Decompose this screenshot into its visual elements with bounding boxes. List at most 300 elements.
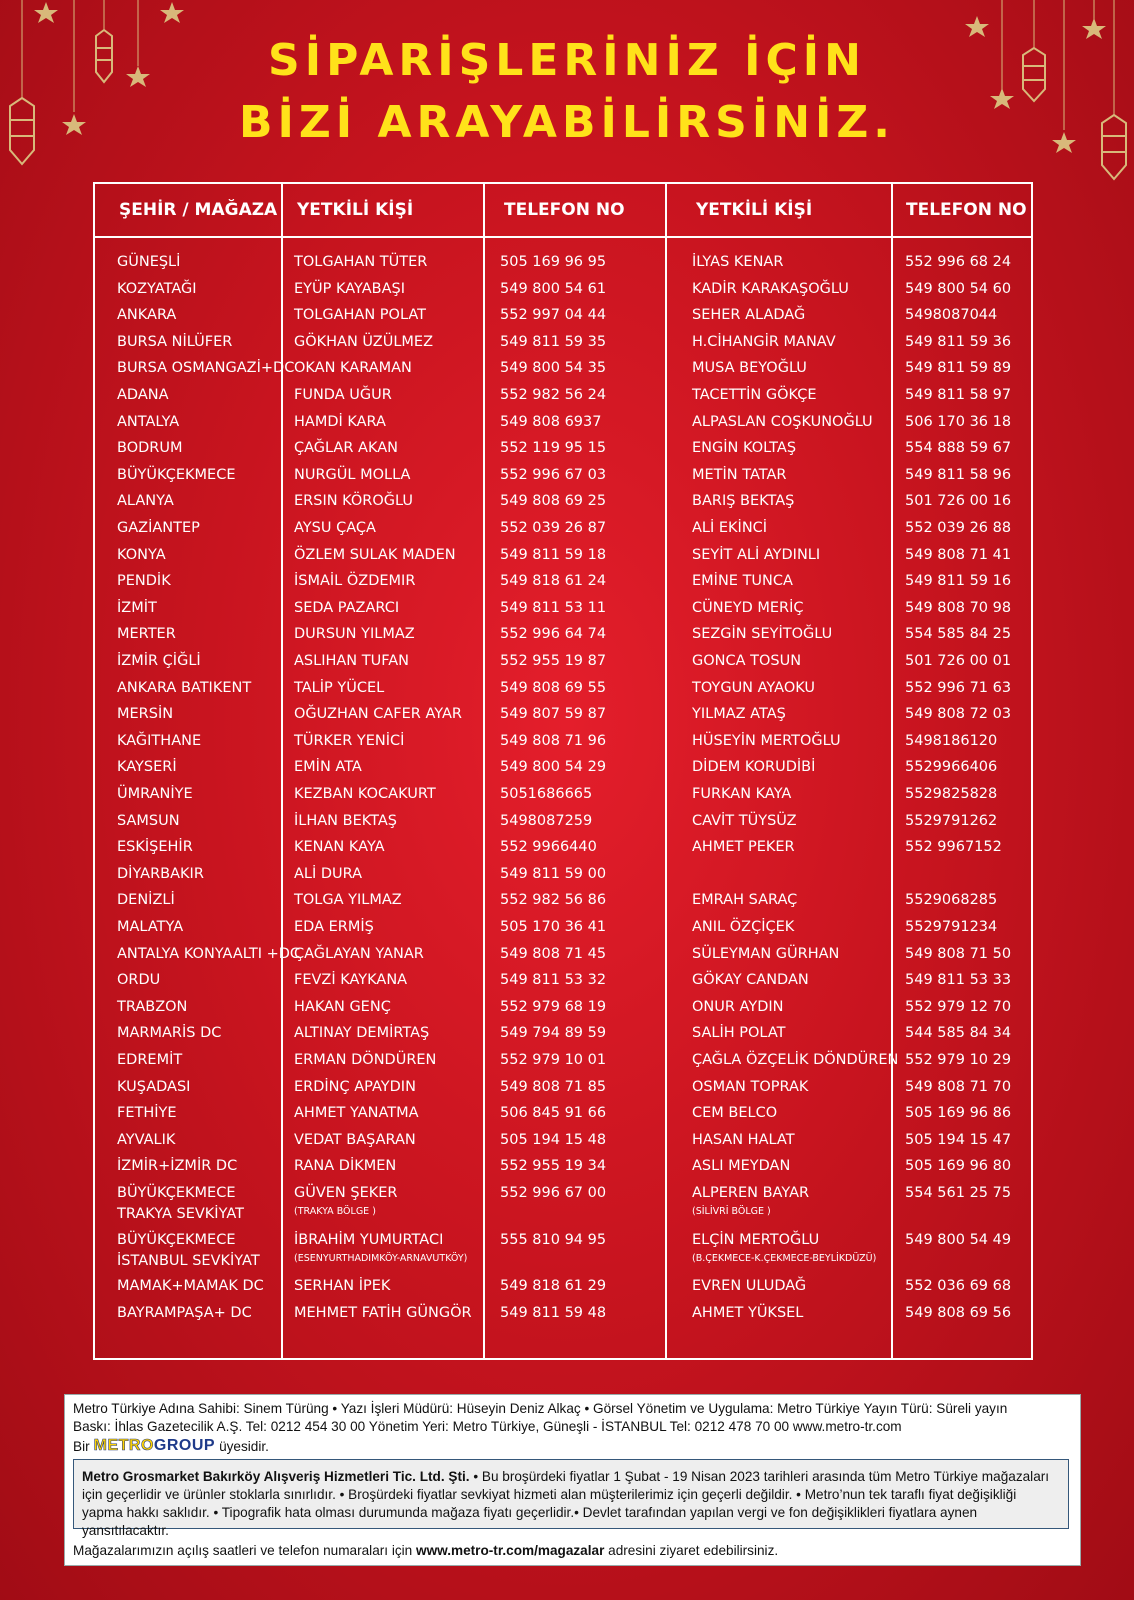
- headline: [0, 30, 1134, 154]
- person-1-cell-text: GÜVEN ŞEKER: [294, 1185, 398, 1201]
- person-2-cell: [692, 784, 791, 805]
- phone-2-cell: [905, 970, 1011, 991]
- person-2-cell-text: SÜLEYMAN GÜRHAN: [692, 945, 840, 962]
- person-1-cell-text: NURGÜL MOLLA: [294, 466, 411, 483]
- person-2-cell: [692, 1050, 898, 1071]
- person-1-cell-text: MEHMET FATİH GÜNGÖR: [294, 1304, 472, 1321]
- person-2-cell-text: ALİ EKİNCİ: [692, 520, 768, 536]
- person-2-cell: [692, 944, 839, 965]
- phone-2-cell: [905, 784, 997, 805]
- phone-2-cell-text: 549 800 54 49: [905, 1231, 1012, 1248]
- person-2-cell-text: MUSA BEYOĞLU: [692, 360, 807, 377]
- phone-2-cell: [905, 1130, 1011, 1151]
- person-2-cell: [692, 651, 801, 672]
- person-1-cell: [294, 252, 427, 273]
- person-2-cell: [692, 704, 786, 725]
- person-1-cell-text: SERHAN İPEK: [294, 1278, 391, 1295]
- person-1-cell-text: İBRAHİM YUMURTACI: [294, 1231, 444, 1248]
- city-cell: [117, 252, 180, 273]
- person-2-cell-text: ANIL ÖZÇİÇEK: [692, 919, 795, 935]
- person-1-cell: [294, 890, 402, 911]
- city-cell-text: BODRUM: [117, 440, 183, 457]
- phone-1-cell-text: 552 979 68 19: [500, 998, 607, 1015]
- phone-2-cell-text: 505 194 15 47: [905, 1131, 1012, 1148]
- phone-2-cell-text: 549 800 54 60: [905, 280, 1012, 297]
- phone-2-cell: [905, 358, 1011, 379]
- column-divider: [891, 184, 893, 1358]
- person-1-cell-text: ERMAN DÖNDÜREN: [294, 1052, 437, 1068]
- city-cell-line-2: TRAKYA SEVKİYAT: [117, 1206, 244, 1222]
- phone-1-cell: [500, 491, 606, 512]
- person-1-cell: [294, 491, 413, 512]
- person-1-cell: [294, 518, 376, 539]
- phone-1-cell-text: 552 955 19 87: [500, 653, 607, 669]
- phone-1-cell: [500, 624, 606, 645]
- phone-1-cell-text: 505 170 36 41: [500, 919, 607, 935]
- person-1-cell: [294, 1156, 396, 1177]
- city-cell: [117, 1023, 221, 1044]
- person-2-cell: [692, 757, 815, 778]
- store-info-prefix: Mağazalarımızın açılış saatleri ve telefon numaraları için: [73, 1543, 417, 1558]
- person-2-cell: [692, 1023, 785, 1044]
- city-cell: [117, 784, 193, 805]
- phone-1-cell-text: 549 794 89 59: [500, 1025, 607, 1042]
- phone-1-cell: [500, 545, 606, 566]
- city-cell: [117, 757, 177, 778]
- person-2-cell: [692, 1230, 876, 1266]
- person-1-cell-text: HAKAN GENÇ: [294, 998, 391, 1015]
- imprint-line-1: Metro Türkiye Adına Sahibi: Sinem Türüng • Yazı İşleri Müdürü: Hüseyin Deniz Alkaç • Görsel Yönetim ve Uygulama: Metro Türkiye Yayın Türü: Süreli yayın: [73, 1401, 1008, 1416]
- phone-1-cell-text: 505 194 15 48: [500, 1131, 607, 1148]
- region-note: (SİLİVRİ BÖLGE ): [692, 1206, 771, 1217]
- person-2-cell-text: GONCA TOSUN: [692, 653, 802, 669]
- person-2-cell: [692, 678, 815, 699]
- column-divider: [665, 184, 667, 1358]
- city-cell-text: ÜMRANİYE: [117, 786, 193, 802]
- person-2-cell: [692, 412, 873, 433]
- person-1-cell-text: AYSU ÇAÇA: [294, 520, 376, 536]
- city-cell: [117, 598, 157, 619]
- person-1-cell-text: ÇAĞLAYAN YANAR: [294, 945, 424, 962]
- phone-2-cell: [905, 598, 1011, 619]
- phone-1-cell-text: 552 996 67 00: [500, 1185, 607, 1201]
- phone-1-cell: [500, 811, 592, 832]
- city-cell-text: DİYARBAKIR: [117, 865, 204, 882]
- group-logo-word: GROUP: [153, 1437, 216, 1454]
- person-1-cell: [294, 465, 410, 486]
- phone-1-cell: [500, 571, 606, 592]
- city-cell-text: KONYA: [117, 546, 166, 563]
- person-2-cell-text: ONUR AYDIN: [692, 998, 784, 1015]
- person-1-cell-text: RANA DİKMEN: [294, 1158, 397, 1175]
- person-2-cell-text: HASAN HALAT: [692, 1131, 795, 1148]
- person-2-cell: [692, 305, 805, 326]
- person-1-cell-text: OĞUZHAN CAFER AYAR: [294, 706, 462, 723]
- city-cell: [117, 491, 174, 512]
- city-cell-text: GÜNEŞLİ: [117, 254, 181, 270]
- person-1-cell: [294, 704, 462, 725]
- phone-2-cell-text: 552 979 10 29: [905, 1052, 1012, 1068]
- person-1-cell: [294, 917, 374, 938]
- city-cell: [117, 1183, 244, 1225]
- person-2-cell: [692, 252, 783, 273]
- phone-1-cell-text: 552 982 56 24: [500, 387, 607, 403]
- imprint-line-3: [73, 1437, 269, 1455]
- person-1-cell-text: ERSIN KÖROĞLU: [294, 493, 413, 510]
- phone-1-cell-text: 549 800 54 29: [500, 759, 607, 776]
- phone-1-cell: [500, 731, 606, 752]
- phone-2-cell: [905, 412, 1011, 433]
- person-2-cell-text: FURKAN KAYA: [692, 786, 792, 802]
- phone-2-cell: [905, 757, 997, 778]
- person-1-cell-text: EDA ERMİŞ: [294, 919, 374, 935]
- phone-1-cell: [500, 651, 606, 672]
- person-2-cell: [692, 890, 797, 911]
- person-2-cell: [692, 491, 794, 512]
- phone-1-cell-text: 549 811 59 35: [500, 333, 607, 350]
- person-1-cell-text: TOLGAHAN TÜTER: [294, 254, 428, 270]
- phone-2-cell: [905, 890, 997, 911]
- city-cell: [117, 811, 180, 832]
- phone-1-cell: [500, 864, 606, 885]
- person-1-cell: [294, 1077, 416, 1098]
- phone-1-cell-text: 549 818 61 24: [500, 573, 607, 590]
- phone-1-cell: [500, 1230, 606, 1251]
- city-cell-text: ANTALYA KONYAALTI +DC: [117, 945, 301, 962]
- phone-2-cell: [905, 624, 1011, 645]
- phone-2-cell-text: 554 561 25 75: [905, 1185, 1012, 1201]
- phone-1-cell-text: 506 845 91 66: [500, 1105, 607, 1122]
- city-cell-text: MARMARİS DC: [117, 1025, 222, 1042]
- person-1-cell: [294, 678, 384, 699]
- city-cell-text: KOZYATAĞI: [117, 280, 197, 297]
- column-divider: [483, 184, 485, 1358]
- person-2-cell-text: H.CİHANGİR MANAV: [692, 333, 836, 350]
- phone-2-cell: [905, 1303, 1011, 1324]
- phone-1-cell: [500, 518, 606, 539]
- phone-2-cell-text: 552 039 26 88: [905, 520, 1012, 536]
- phone-2-cell-text: 554 888 59 67: [905, 440, 1012, 457]
- phone-2-cell: [905, 545, 1011, 566]
- person-1-cell: [294, 1023, 429, 1044]
- person-2-cell-text: İLYAS KENAR: [692, 254, 784, 270]
- phone-2-cell: [905, 1050, 1011, 1071]
- phone-1-cell: [500, 1303, 606, 1324]
- phone-2-cell: [905, 997, 1011, 1018]
- person-1-cell: [294, 545, 456, 566]
- city-cell: [117, 864, 204, 885]
- phone-1-cell: [500, 890, 606, 911]
- city-cell-text: ANTALYA: [117, 413, 180, 430]
- city-cell: [117, 518, 200, 539]
- phone-1-cell-text: 549 800 54 35: [500, 360, 607, 377]
- city-cell: [117, 837, 193, 858]
- phone-2-cell: [905, 678, 1011, 699]
- person-1-cell: [294, 811, 397, 832]
- city-cell-text: TRABZON: [117, 998, 188, 1015]
- person-2-cell-text: AHMET YÜKSEL: [692, 1304, 804, 1321]
- city-cell: [117, 1130, 175, 1151]
- city-cell-text: MERSİN: [117, 706, 174, 723]
- header-phone-1: TELEFON NO: [504, 200, 625, 220]
- city-cell: [117, 1050, 182, 1071]
- phone-2-cell: [905, 731, 997, 752]
- phone-1-cell: [500, 917, 606, 938]
- person-1-cell-text: ALİ DURA: [294, 865, 363, 882]
- phone-2-cell-text: 549 811 59 36: [905, 333, 1012, 350]
- person-2-cell: [692, 1103, 777, 1124]
- city-cell-line-2: İSTANBUL SEVKİYAT: [117, 1252, 260, 1269]
- person-1-cell: [294, 1130, 416, 1151]
- phone-2-cell: [905, 279, 1011, 300]
- person-2-cell: [692, 385, 817, 406]
- city-cell-text: ANKARA: [117, 307, 177, 324]
- person-2-cell-text: ELÇİN MERTOĞLU: [692, 1231, 820, 1248]
- person-2-cell-text: ALPASLAN COŞKUNOĞLU: [692, 413, 873, 430]
- city-cell-text: EDREMİT: [117, 1052, 183, 1068]
- person-2-cell: [692, 1303, 803, 1324]
- person-1-cell-text: İSMAİL ÖZDEMIR: [294, 573, 416, 590]
- person-2-cell-text: AHMET PEKER: [692, 839, 795, 856]
- city-cell: [117, 997, 187, 1018]
- phone-2-cell-text: 552 996 71 63: [905, 679, 1012, 696]
- phone-2-cell: [905, 917, 997, 938]
- headline-line-2: BİZİ ARAYABİLİRSİNİZ.: [238, 97, 896, 148]
- phone-2-cell: [905, 491, 1011, 512]
- city-cell: [117, 465, 236, 486]
- person-2-cell: [692, 837, 795, 858]
- person-2-cell: [692, 571, 793, 592]
- person-2-cell: [692, 1077, 808, 1098]
- person-1-cell: [294, 624, 415, 645]
- metro-logo-word: METRO: [93, 1437, 154, 1454]
- phone-1-cell-text: 549 818 61 29: [500, 1278, 607, 1295]
- person-2-cell: [692, 358, 807, 379]
- person-2-cell-text: ÇAĞLA ÖZÇELİK DÖNDÜREN: [692, 1052, 899, 1068]
- person-1-cell: [294, 997, 391, 1018]
- phone-2-cell: [905, 1023, 1011, 1044]
- person-2-cell: [692, 1183, 809, 1219]
- phone-1-cell: [500, 704, 606, 725]
- headline-line-1: SİPARİŞLERİNİZ İÇİN: [268, 35, 866, 86]
- city-cell: [117, 332, 232, 353]
- person-1-cell: [294, 651, 409, 672]
- region-note: (B.ÇEKMECE-K.ÇEKMECE-BEYLİKDÜZÜ): [692, 1252, 877, 1264]
- person-2-cell: [692, 518, 767, 539]
- person-2-cell: [692, 1156, 790, 1177]
- city-cell: [117, 1077, 190, 1098]
- phone-2-cell-text: 549 811 59 89: [905, 360, 1012, 377]
- phone-1-cell-text: 552 982 56 86: [500, 892, 607, 909]
- person-1-cell: [294, 598, 399, 619]
- person-2-cell: [692, 970, 809, 991]
- phone-2-cell-text: 549 808 71 70: [905, 1078, 1012, 1095]
- phone-2-cell-text: 5498186120: [905, 732, 998, 749]
- phone-2-cell-text: 552 996 68 24: [905, 254, 1012, 270]
- city-cell: [117, 678, 251, 699]
- phone-2-cell-text: 549 808 71 50: [905, 945, 1012, 962]
- phone-2-cell: [905, 1156, 1011, 1177]
- person-1-cell-text: HAMDİ KARA: [294, 413, 386, 430]
- phone-2-cell-text: 552 9967152: [905, 839, 1002, 856]
- person-2-cell-text: OSMAN TOPRAK: [692, 1078, 809, 1095]
- city-cell-text: MAMAK+MAMAK DC: [117, 1278, 264, 1295]
- city-cell-text: ORDU: [117, 972, 161, 989]
- phone-2-cell-text: 552 979 12 70: [905, 998, 1012, 1015]
- phone-1-cell: [500, 970, 606, 991]
- person-2-cell: [692, 545, 820, 566]
- city-cell: [117, 358, 294, 379]
- phone-1-cell: [500, 1276, 606, 1297]
- phone-2-cell: [905, 1183, 1011, 1204]
- phone-2-cell-text: 549 808 70 98: [905, 599, 1012, 616]
- person-1-cell: [294, 1050, 436, 1071]
- imprint-footer: [64, 1394, 1081, 1566]
- phone-2-cell-text: 549 808 71 41: [905, 546, 1012, 563]
- phone-1-cell-text: 555 810 94 95: [500, 1231, 607, 1248]
- legal-disclaimer: [73, 1459, 1069, 1538]
- phone-1-cell: [500, 997, 606, 1018]
- store-info-link[interactable]: www.metro-tr.com/magazalar: [416, 1543, 605, 1558]
- phone-1-cell-text: 552 039 26 87: [500, 520, 607, 536]
- phone-1-cell-text: 552 955 19 34: [500, 1158, 607, 1175]
- person-1-cell-text: AHMET YANATMA: [294, 1105, 419, 1122]
- phone-1-cell: [500, 385, 606, 406]
- city-cell: [117, 731, 201, 752]
- phone-1-cell: [500, 1023, 606, 1044]
- phone-2-cell-text: 549 811 59 16: [905, 573, 1012, 590]
- city-cell: [117, 385, 169, 406]
- city-cell-text: BÜYÜKÇEKMECE: [117, 1231, 236, 1248]
- person-2-cell-text: ENGİN KOLTAŞ: [692, 440, 797, 457]
- phone-2-cell-text: 5529791234: [905, 919, 998, 935]
- phone-2-cell-text: 549 811 53 33: [905, 972, 1012, 989]
- person-1-cell-text: FEVZİ KAYKANA: [294, 972, 408, 989]
- header-phone-2: TELEFON NO: [906, 200, 1027, 220]
- phone-1-cell-text: 549 808 71 45: [500, 945, 607, 962]
- phone-2-cell: [905, 1230, 1011, 1251]
- phone-1-cell-text: 549 811 59 48: [500, 1304, 607, 1321]
- phone-2-cell: [905, 944, 1011, 965]
- person-1-cell-text: ERDİNÇ APAYDIN: [294, 1078, 416, 1095]
- phone-1-cell-text: 549 811 59 18: [500, 546, 607, 563]
- header-person-2: YETKİLİ KİŞİ: [696, 200, 813, 220]
- phone-2-cell-text: 505 169 96 86: [905, 1105, 1012, 1122]
- metro-group-logo: [94, 1437, 215, 1455]
- city-cell-text: BURSA OSMANGAZİ+DC: [117, 360, 295, 377]
- city-cell: [117, 1230, 260, 1272]
- imprint-prefix: Bir: [73, 1438, 90, 1454]
- phone-2-cell-text: 549 808 69 56: [905, 1304, 1012, 1321]
- phone-1-cell-text: 549 811 59 00: [500, 865, 607, 882]
- city-cell: [117, 704, 173, 725]
- phone-2-cell-text: 506 170 36 18: [905, 413, 1012, 430]
- city-cell-text: ALANYA: [117, 493, 174, 510]
- phone-1-cell: [500, 438, 606, 459]
- person-2-cell-text: TOYGUN AYAOKU: [692, 679, 815, 696]
- city-cell: [117, 279, 197, 300]
- phone-1-cell-text: 549 808 71 85: [500, 1078, 607, 1095]
- person-1-cell-text: KEZBAN KOCAKURT: [294, 786, 436, 802]
- city-cell: [117, 1276, 264, 1297]
- person-2-cell-text: SEYİT ALİ AYDINLI: [692, 546, 821, 563]
- person-2-cell-text: CAVİT TÜYSÜZ: [692, 812, 797, 829]
- person-2-cell-text: METİN TATAR: [692, 466, 787, 483]
- person-2-cell: [692, 332, 836, 353]
- phone-1-cell: [500, 1077, 606, 1098]
- person-2-cell: [692, 811, 797, 832]
- phone-2-cell: [905, 704, 1011, 725]
- city-cell-text: MALATYA: [117, 919, 184, 935]
- phone-2-cell-text: 501 726 00 01: [905, 653, 1012, 669]
- phone-1-cell-text: 549 811 53 11: [500, 599, 607, 616]
- phone-1-cell-text: 552 996 67 03: [500, 466, 607, 483]
- imprint-suffix: üyesidir.: [219, 1438, 269, 1454]
- city-cell: [117, 545, 166, 566]
- person-2-cell-text: KADİR KARAKAŞOĞLU: [692, 280, 849, 297]
- phone-2-cell-text: 549 811 58 97: [905, 387, 1012, 403]
- person-1-cell-text: SEDA PAZARCI: [294, 599, 400, 616]
- person-2-cell: [692, 1276, 806, 1297]
- person-1-cell: [294, 385, 392, 406]
- city-cell-text: BÜYÜKÇEKMECE: [117, 1185, 236, 1201]
- person-1-cell: [294, 864, 362, 885]
- phone-1-cell: [500, 837, 597, 858]
- city-cell: [117, 624, 176, 645]
- city-cell-text: İZMİT: [117, 599, 157, 616]
- person-2-cell-text: TACETTİN GÖKÇE: [692, 387, 817, 403]
- person-2-cell: [692, 624, 832, 645]
- phone-1-cell-text: 549 808 69 25: [500, 493, 607, 510]
- person-1-cell-text: ALTINAY DEMİRTAŞ: [294, 1025, 430, 1042]
- person-1-cell: [294, 1183, 398, 1219]
- person-2-cell-text: EMİNE TUNCA: [692, 573, 793, 590]
- city-cell-text: KAYSERİ: [117, 759, 177, 776]
- city-cell-text: KAĞITHANE: [117, 732, 202, 749]
- phone-1-cell: [500, 1183, 606, 1204]
- region-note: (TRAKYA BÖLGE ): [294, 1206, 376, 1217]
- phone-2-cell: [905, 305, 997, 326]
- phone-1-cell: [500, 358, 606, 379]
- person-2-cell: [692, 465, 787, 486]
- person-1-cell-text: İLHAN BEKTAŞ: [294, 812, 397, 829]
- city-cell-text: KUŞADASI: [117, 1078, 191, 1095]
- person-2-cell: [692, 438, 796, 459]
- phone-2-cell-text: 554 585 84 25: [905, 626, 1012, 643]
- person-1-cell-text: TOLGA YILMAZ: [294, 892, 402, 909]
- person-2-cell-text: CEM BELCO: [692, 1105, 778, 1122]
- person-2-cell-text: CÜNEYD MERİÇ: [692, 599, 804, 616]
- city-cell-text: FETHİYE: [117, 1105, 177, 1122]
- phone-1-cell: [500, 1103, 606, 1124]
- phone-1-cell: [500, 1156, 606, 1177]
- city-cell-text: BAYRAMPAŞA+ DC: [117, 1304, 252, 1321]
- phone-1-cell: [500, 279, 606, 300]
- phone-2-cell: [905, 1103, 1011, 1124]
- phone-1-cell-text: 549 808 71 96: [500, 732, 607, 749]
- person-1-cell-text: GÖKHAN ÜZÜLMEZ: [294, 333, 434, 350]
- person-1-cell-text: ASLIHAN TUFAN: [294, 653, 410, 669]
- person-1-cell-text: EMİN ATA: [294, 759, 362, 776]
- person-1-cell: [294, 571, 415, 592]
- phone-1-cell-text: 552 119 95 15: [500, 440, 607, 457]
- phone-1-cell: [500, 1050, 606, 1071]
- city-cell-text: İZMİR ÇİĞLİ: [117, 653, 201, 669]
- phone-1-cell-text: 549 807 59 87: [500, 706, 607, 723]
- phone-1-cell-text: 552 9966440: [500, 839, 597, 856]
- person-1-cell-text: TOLGAHAN POLAT: [294, 307, 427, 324]
- city-cell: [117, 917, 183, 938]
